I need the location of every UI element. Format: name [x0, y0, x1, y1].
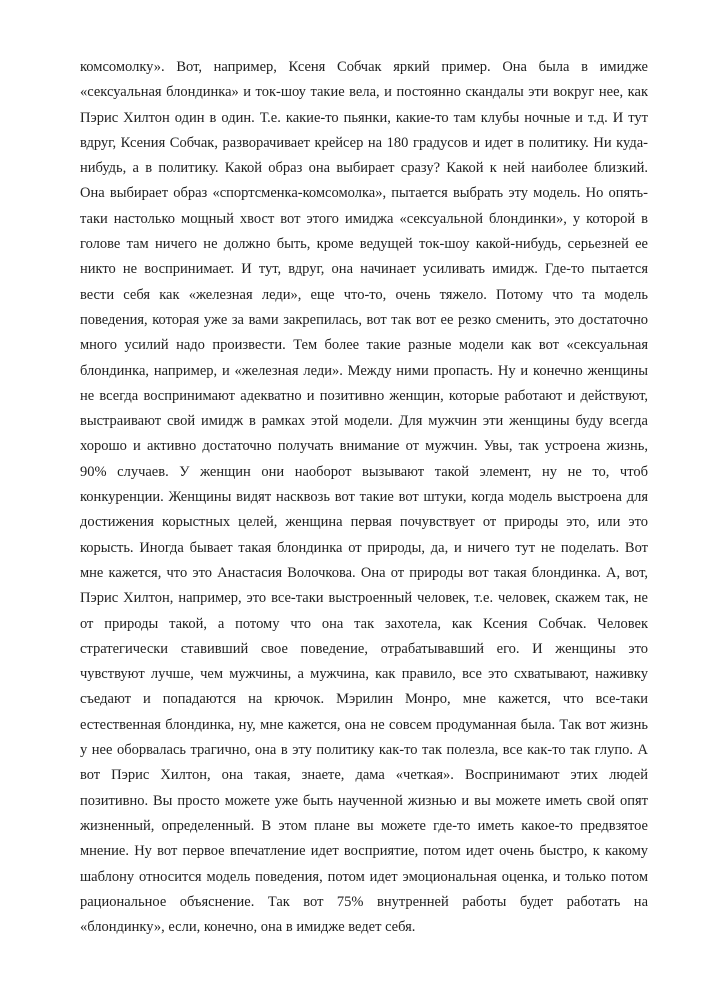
text-line: достижения корыстных целей, женщина первая почувствует от природы это, или это: [80, 514, 648, 531]
text-line: жизненный, определенный. В этом плане вы можете где-то иметь какое-то предвзятое: [80, 817, 648, 834]
text-line: поведения, которая уже за вами закрепилась, вот так вот ее резко сменить, это достаточно: [80, 311, 648, 328]
text-line: блондинка, например, и «железная леди». Между ними пропасть. Ну и конечно женщины: [80, 362, 648, 379]
text-block: [80, 55, 648, 940]
text-line: никто не воспринимает. И тут, вдруг, она начинает усиливать имидж. Где-то пытается: [80, 261, 648, 278]
text-line: вот Пэрис Хилтон, она такая, знаете, дама «четкая». Воспринимают этих людей: [80, 767, 648, 784]
text-line: таки настолько мощный хвост вот этого имиджа «сексуальной блондинки», у которой в: [80, 210, 648, 227]
text-line: у нее оборвалась трагично, она в эту политику как-то так полезла, все как-то так глупо. А: [80, 742, 648, 759]
text-line: корысть. Иногда бывает такая блондинка от природы, да, и ничего тут не поделать. Вот: [80, 539, 648, 556]
text-line: хорошо и активно достаточно получать внимание от мужчин. Увы, так устроена жизнь,: [80, 438, 648, 455]
text-line: голове там ничего не должно быть, кроме ведущей ток-шоу какой-нибудь, серьезней ее: [80, 236, 648, 253]
text-line: Пэрис Хилтон, например, это все-таки выстроенный человек, т.е. человек, скажем так, не: [80, 590, 648, 607]
text-line: 90% случаев. У женщин они наоборот вызывают такой элемент, ну не то, чтоб: [80, 463, 648, 480]
text-line: нибудь, а в политику. Какой образ она выбирает сразу? Какой к ней наиболее близкий.: [80, 160, 648, 177]
text-line: «блондинку», если, конечно, она в имидже ведет себя.: [80, 919, 416, 936]
text-line: комсомолку». Вот, например, Ксеня Собчак яркий пример. Она была в имидже: [80, 59, 648, 75]
text-line: вдруг, Ксения Собчак, разворачивает крейсер на 180 градусов и идет в политику. Ни куда-: [80, 134, 648, 151]
text-line: Она выбирает образ «спортсменка-комсомолка», пытается выбрать эту модель. Но опять-: [80, 185, 648, 202]
text-line: съедают и попадаются на крючок. Мэрилин Монро, мне кажется, что все-таки: [80, 691, 648, 708]
text-line: шаблону относится модель поведения, потом идет эмоциональная оценка, и только потом: [80, 868, 648, 885]
text-line: вести себя как «железная леди», еще что-то, очень тяжело. Потому что та модель: [80, 286, 648, 303]
text-line: Пэрис Хилтон один в один. Т.е. какие-то пьянки, какие-то там клубы ночные и т.д. И тут: [80, 109, 648, 126]
text-line: от природы такой, а потому что она так захотела, как Ксения Собчак. Человек: [80, 615, 648, 632]
text-line: «сексуальная блондинка» и ток-шоу такие вела, и постоянно скандалы эти вокруг нее, как: [80, 84, 648, 101]
text-line: много усилий надо произвести. Тем более такие разные модели как вот «сексуальная: [80, 337, 648, 354]
text-line: выстраивают свой имидж в рамках этой модели. Для мужчин эти женщины буду всегда: [80, 413, 648, 430]
text-line: чувствуют лучше, чем мужчины, а мужчина, как правило, все это схватывают, наживку: [80, 666, 648, 683]
text-line: естественная блондинка, ну, мне кажется, она не совсем продуманная была. Так вот жизнь: [80, 716, 648, 733]
text-line: не всегда воспринимают адекватно и позитивно женщин, которые работают и действуют,: [80, 387, 648, 404]
text-line: конкуренции. Женщины видят насквозь вот такие вот штуки, когда модель выстроена для: [80, 489, 648, 506]
text-line: стратегически ставивший свое поведение, отрабатывавший его. И женщины это: [80, 640, 648, 657]
text-line: мне кажется, что это Анастасия Волочкова. Она от природы вот такая блондинка. А, вот,: [80, 564, 648, 581]
text-line: рациональное объяснение. Так вот 75% внутренней работы будет работать на: [80, 893, 648, 910]
text-line: мнение. Ну вот первое впечатление идет восприятие, потом идет очень быстро, к какому: [80, 843, 648, 860]
text-line: позитивно. Вы просто можете уже быть наученной жизнью и вы можете иметь свой опят: [80, 792, 648, 809]
